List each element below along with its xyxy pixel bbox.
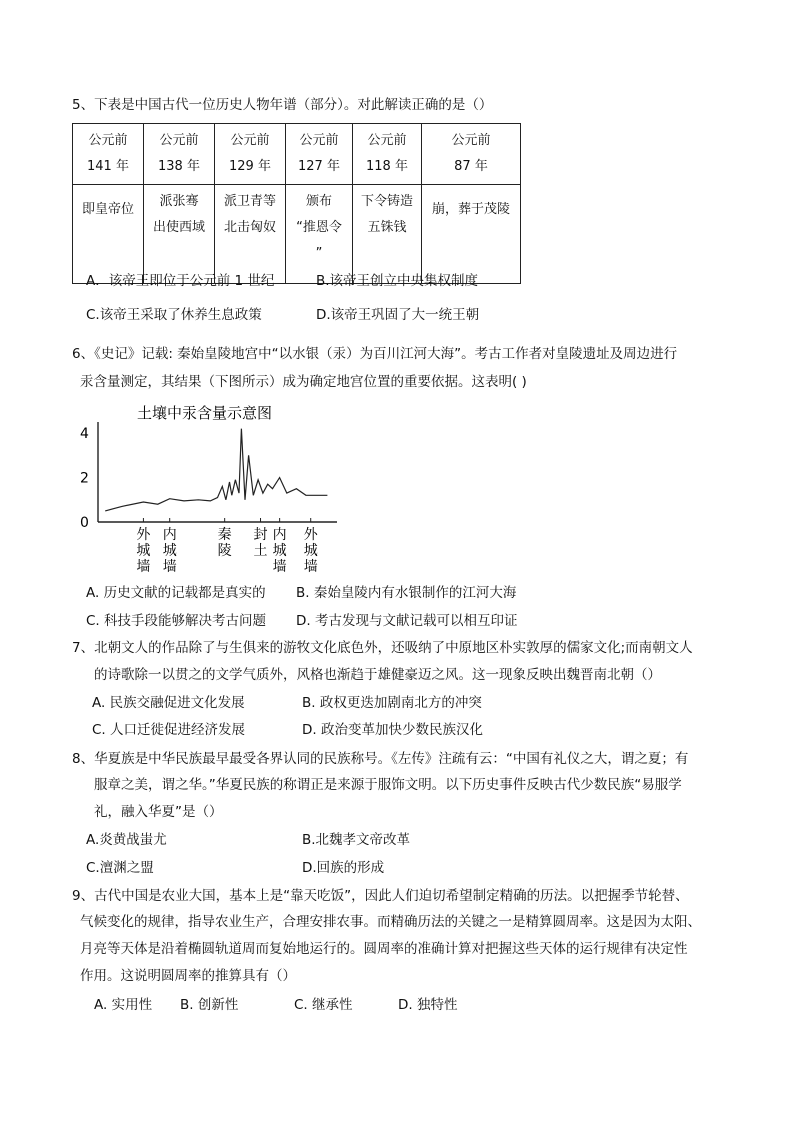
x-annotation-label: 外城墙 (136, 527, 151, 575)
q8-option-a[interactable]: A.炎黄战蚩尤 (86, 832, 167, 848)
q5-option-d[interactable]: D.该帝王巩固了大一统王朝 (316, 307, 480, 323)
table-cell: 颁布 “推恩令 ” (286, 185, 353, 284)
q9-stem-line3: 月亮等天体是沿着椭圆轨道周而复始地运行的。圆周率的准确计算对把握这些天体的运行规律有决定性 (80, 941, 688, 957)
q6-stem-line2: 汞含量测定，其结果（下图所示）成为确定地宫位置的重要依据。这表明( ) (80, 374, 527, 390)
table-cell: 下令铸造 五铢钱 (353, 185, 422, 284)
q9-stem-line2: 气候变化的规律，指导农业生产，合理安排农事。而精确历法的关键之一是精算圆周率。这是因为太阳、 (80, 914, 701, 930)
q9-stem-line1: 9、古代中国是农业大国，基本上是“靠天吃饭”，因此人们迫切希望制定精确的历法。以把握季节轮替、 (72, 888, 689, 904)
table-header-row (73, 124, 521, 185)
chart-y-ticks (80, 426, 89, 531)
q5-option-c[interactable]: C.该帝王采取了休养生息政策 (86, 307, 262, 323)
q6-option-b[interactable]: B. 秦始皇陵内有水银制作的江河大海 (296, 585, 517, 601)
q8-stem-line2: 服章之美，谓之华。”华夏民族的称谓正是来源于服饰文明。以下历史事件反映古代少数民族“易服学 (94, 777, 682, 793)
q7-stem-line1: 7、北朝文人的作品除了与生俱来的游牧文化底色外，还吸纳了中原地区朴实敦厚的儒家文化;而南朝文人 (72, 640, 693, 656)
q6-option-c[interactable]: C. 科技手段能够解决考古问题 (86, 613, 267, 629)
table-header-cell: 公元前 87 年 (422, 124, 521, 185)
x-annotation-label: 外城墙 (303, 527, 318, 575)
y-tick-label: 0 (80, 515, 89, 531)
q9-option-c[interactable]: C. 继承性 (294, 997, 353, 1013)
table-header-cell: 公元前 138 年 (144, 124, 215, 185)
q9-option-a[interactable]: A. 实用性 (94, 997, 153, 1013)
table-header-cell: 公元前 127 年 (286, 124, 353, 185)
chart-x-annotations (136, 518, 318, 575)
q9-option-b[interactable]: B. 创新性 (180, 997, 239, 1013)
q6-option-a[interactable]: A. 历史文献的记载都是真实的 (86, 585, 266, 601)
q8-option-b[interactable]: B.北魏孝文帝改革 (302, 832, 411, 848)
chart-title: 土壤中汞含量示意图 (137, 404, 273, 422)
table-cell: 即皇帝位 (73, 185, 144, 284)
q7-option-b[interactable]: B. 政权更迭加剧南北方的冲突 (302, 695, 482, 711)
series-line (105, 429, 327, 511)
table-cell: 派卫青等 北击匈奴 (215, 185, 286, 284)
q7-stem-line2: 的诗歌除一以贯之的文学气质外，风格也渐趋于雄健豪迈之风。这一现象反映出魏晋南北朝（） (94, 667, 661, 683)
table-header-cell: 公元前 118 年 (353, 124, 422, 185)
table-header-cell: 公元前 141 年 (73, 124, 144, 185)
table-header-cell: 公元前 129 年 (215, 124, 286, 185)
q7-option-c[interactable]: C. 人口迁徙促进经济发展 (92, 722, 246, 738)
q7-option-d[interactable]: D. 政治变革加快少数民族汉化 (302, 722, 483, 738)
y-tick-label: 4 (80, 426, 89, 443)
q6-option-d[interactable]: D. 考古发现与文献记载可以相互印证 (296, 613, 518, 629)
q8-stem-line1: 8、华夏族是中华民族最早最受各界认同的民族称号。《左传》注疏有云：“中国有礼仪之大，谓之夏；有 (72, 751, 689, 767)
q7-option-a[interactable]: A. 民族交融促进文化发展 (92, 695, 245, 711)
q6-stem-line1: 6、《史记》记载: 秦始皇陵地宫中“以水银（汞）为百川江河大海”。考古工作者对皇陵遗址及周边进行 (72, 346, 678, 362)
table-row (73, 185, 521, 284)
q5-option-b[interactable]: B.该帝王创立中央集权制度 (316, 273, 479, 289)
x-annotation-label: 内城墙 (272, 527, 287, 575)
q5-timeline-table (72, 123, 521, 284)
table-cell: 派张骞 出使西域 (144, 185, 215, 284)
x-annotation-label: 内城墙 (162, 527, 177, 575)
table-cell: 崩，葬于茂陵 (422, 185, 521, 284)
x-annotation-label: 秦陵 (217, 527, 232, 559)
q8-option-c[interactable]: C.澶渊之盟 (86, 860, 154, 876)
q9-stem-line4: 作用。这说明圆周率的推算具有（） (80, 968, 296, 984)
q8-option-d[interactable]: D.回族的形成 (302, 860, 385, 876)
q9-option-d[interactable]: D. 独特性 (398, 997, 458, 1013)
x-annotation-label: 封土 (253, 527, 268, 559)
q5-option-a[interactable]: A．该帝王即位于公元前 1 世纪 (86, 273, 275, 289)
y-tick-label: 2 (80, 470, 89, 487)
mercury-chart (72, 400, 362, 575)
q5-stem: 5、下表是中国古代一位历史人物年谱（部分）。对此解读正确的是（） (72, 97, 493, 113)
q8-stem-line3: 礼，融入华夏”是（） (94, 804, 223, 820)
